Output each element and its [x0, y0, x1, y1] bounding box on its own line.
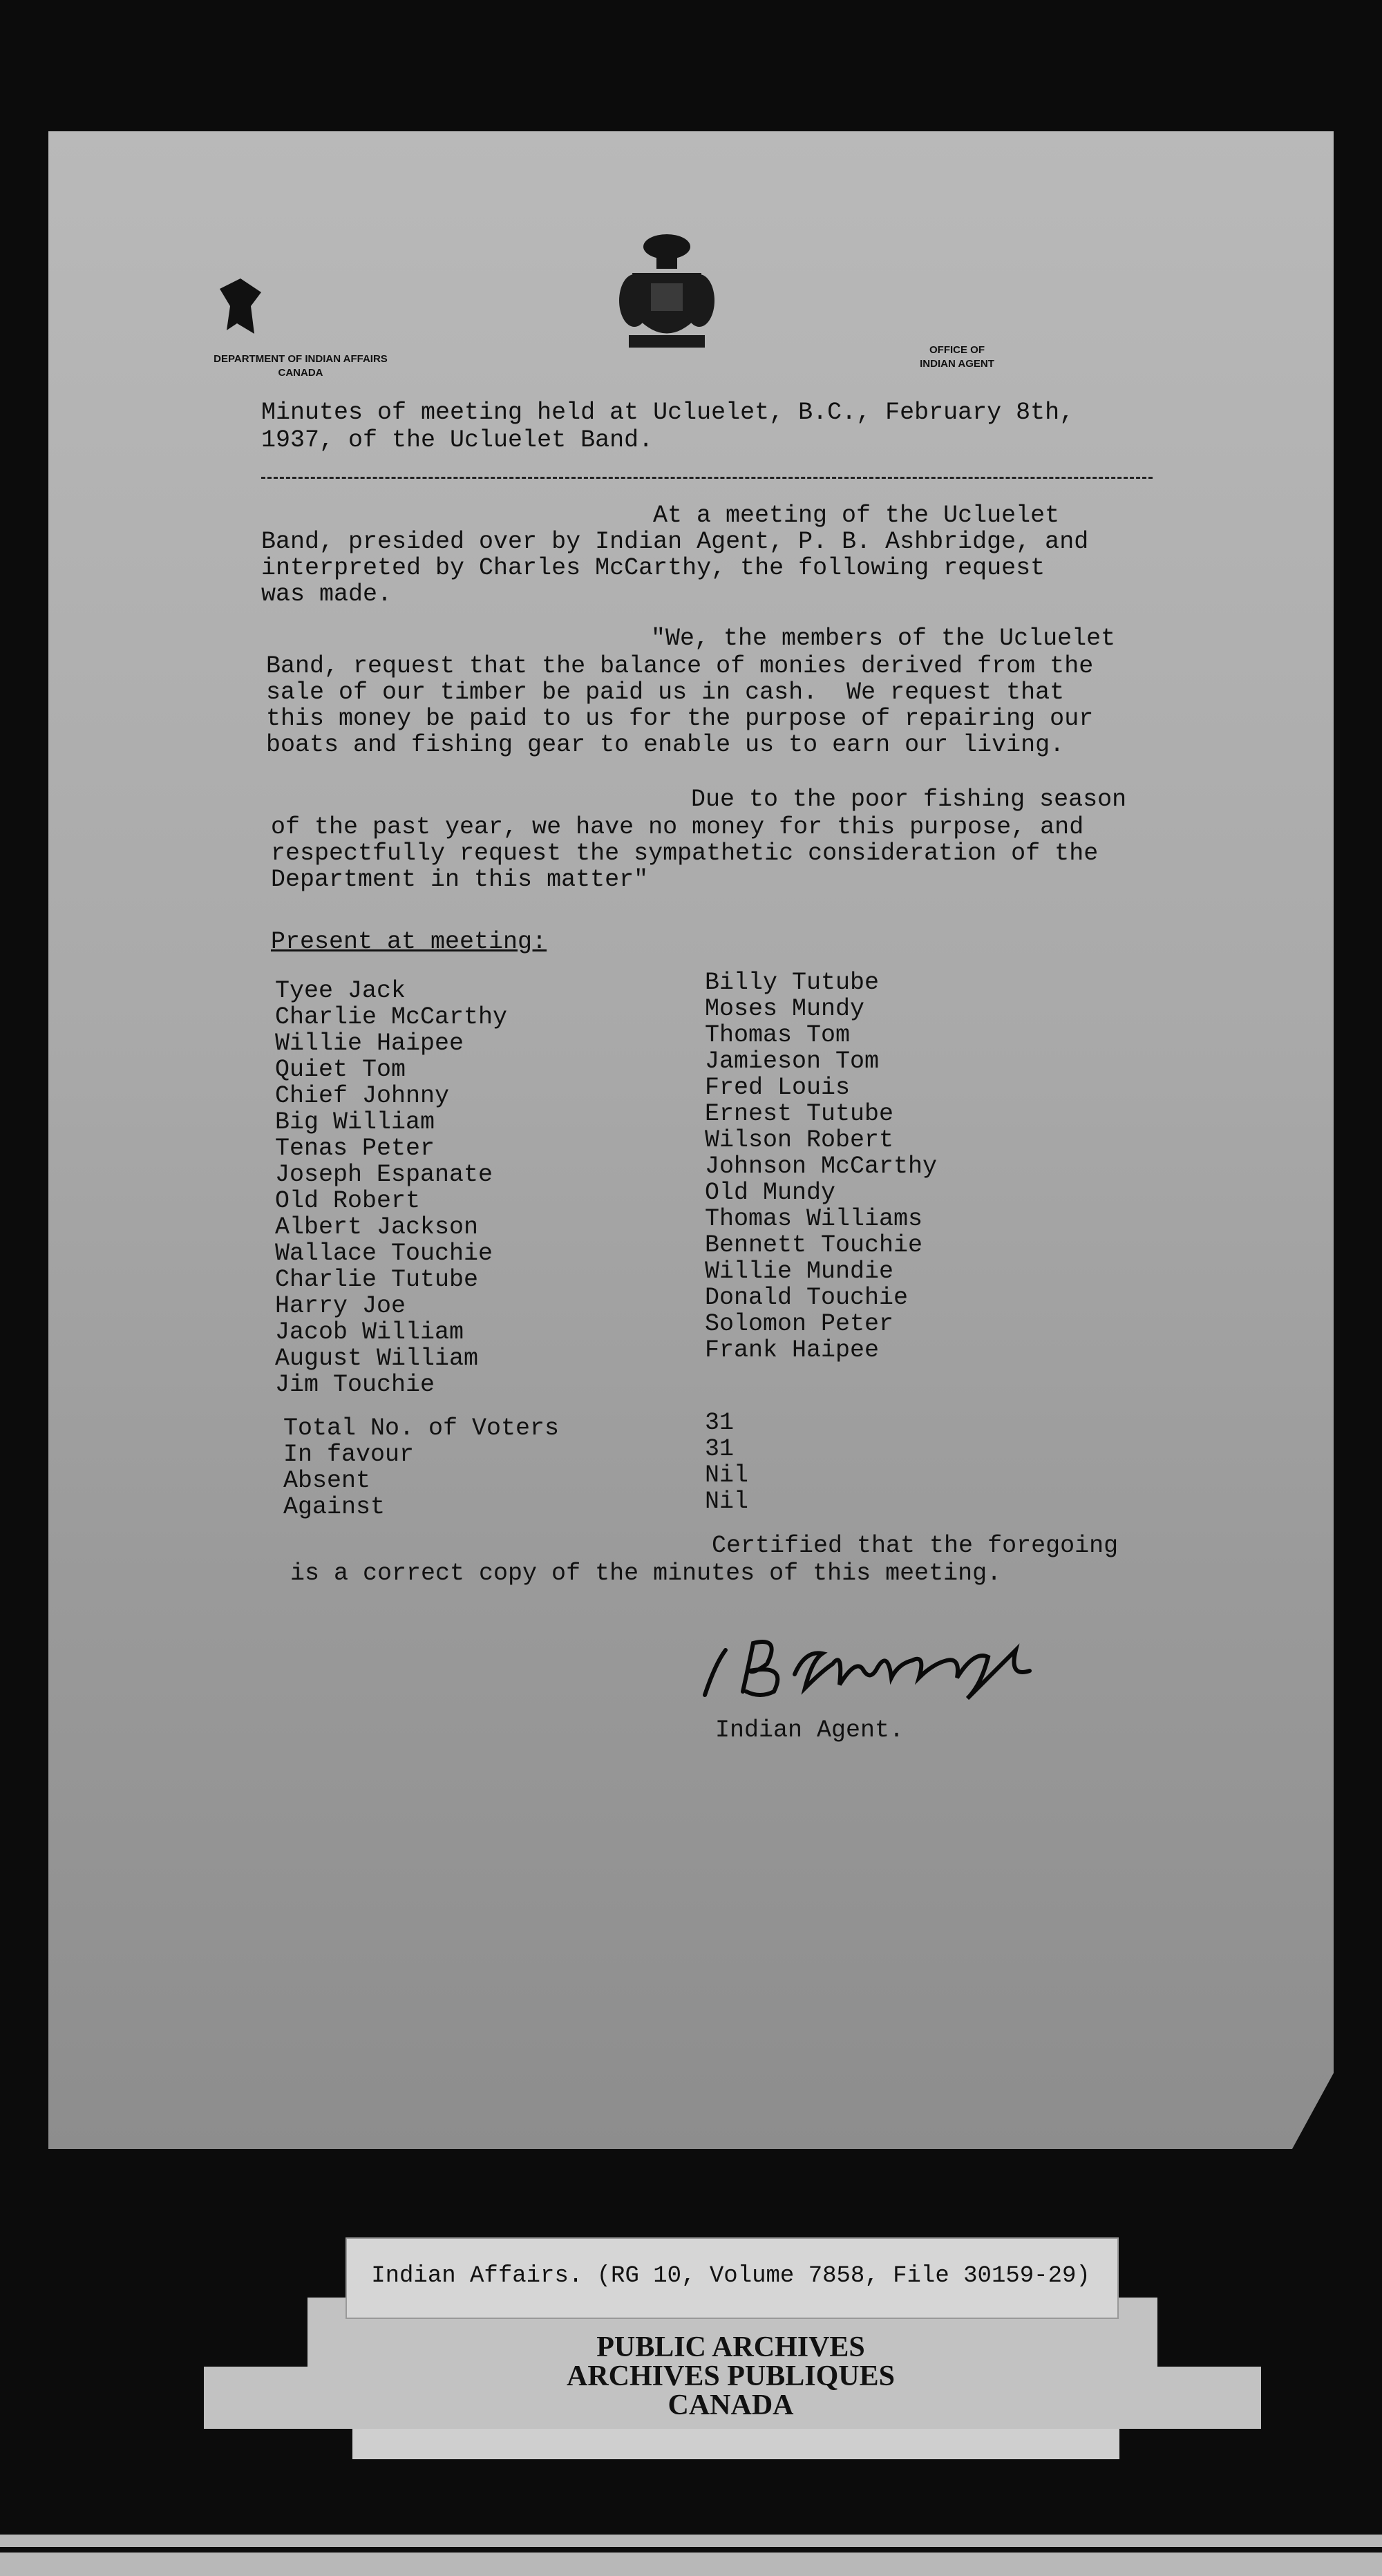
letterhead-office [884, 343, 1030, 371]
list-item: Tyee Jack [275, 977, 406, 1005]
paragraph2-line3: sale of our timber be paid us in cash. We request that [266, 679, 1065, 706]
vote-absent-label: Absent [283, 1467, 371, 1495]
vote-against-value: Nil [705, 1488, 749, 1515]
list-item: Old Mundy [705, 1179, 836, 1206]
list-item: Ernest Tutube [705, 1100, 894, 1128]
film-bottom-band [0, 2535, 1382, 2576]
list-item: Thomas Tom [705, 1021, 851, 1049]
list-item: Moses Mundy [705, 995, 865, 1023]
list-item: Albert Jackson [275, 1213, 479, 1241]
list-item: Wilson Robert [705, 1126, 894, 1154]
dashed-rule [261, 477, 1153, 479]
label-bottom-strip [352, 2429, 1119, 2459]
vote-against-label: Against [283, 1493, 386, 1521]
list-item: August William [275, 1345, 479, 1372]
folded-corner [1292, 2073, 1334, 2149]
small-emblem-icon [213, 275, 268, 337]
signature-icon [684, 1622, 1085, 1712]
vote-total-label: Total No. of Voters [283, 1414, 560, 1442]
paragraph2-line2: Band, request that the balance of monies derived from the [266, 652, 1094, 680]
minutes-title-line2: 1937, of the Ucluelet Band. [261, 426, 654, 454]
signer-title: Indian Agent. [715, 1716, 905, 1744]
list-item: Fred Louis [705, 1074, 851, 1101]
vote-absent-value: Nil [705, 1461, 749, 1489]
paragraph2-line5: boats and fishing gear to enable us to earn our living. [266, 731, 1065, 759]
vote-favour-label: In favour [283, 1441, 415, 1468]
list-item: Charlie McCarthy [275, 1003, 508, 1031]
archive-reference: Indian Affairs. (RG 10, Volume 7858, File 30159-29) [371, 2263, 1090, 2289]
film-stripe [0, 2547, 1382, 2553]
archive-name-line1: PUBLIC ARCHIVES [596, 2331, 865, 2363]
list-item: Joseph Espanate [275, 1161, 493, 1188]
list-item: Johnson McCarthy [705, 1153, 938, 1180]
present-list-left [275, 978, 507, 1398]
vote-favour-value: 31 [705, 1435, 735, 1463]
list-item: Charlie Tutube [275, 1266, 479, 1294]
list-item: Jacob William [275, 1318, 464, 1346]
paragraph1-line1: At a meeting of the Ucluelet [653, 502, 1060, 529]
certification-line1: Certified that the foregoing [712, 1532, 1119, 1560]
paragraph1-line4: was made. [261, 580, 392, 608]
list-item: Big William [275, 1108, 435, 1136]
vote-total-value: 31 [705, 1409, 735, 1437]
list-item: Jim Touchie [275, 1371, 435, 1399]
list-item: Harry Joe [275, 1292, 406, 1320]
list-item: Willie Mundie [705, 1258, 894, 1285]
letterhead-office-line1: OFFICE OF [929, 344, 985, 356]
paragraph1-line3: interpreted by Charles McCarthy, the following request [261, 554, 1045, 582]
list-item: Jamieson Tom [705, 1048, 880, 1075]
paragraph3-line4: Department in this matter" [271, 866, 649, 893]
paragraph2-line4: this money be paid to us for the purpose of repairing our [266, 705, 1094, 732]
label-notch-left [204, 2298, 307, 2367]
paragraph1-line2: Band, presided over by Indian Agent, P. B. Ashbridge, and [261, 528, 1089, 556]
list-item: Frank Haipee [705, 1336, 880, 1364]
paragraph3-line2: of the past year, we have no money for this purpose, and [271, 813, 1084, 841]
document-page [48, 131, 1334, 2149]
paragraph3-line1: Due to the poor fishing season [691, 786, 1127, 813]
list-item: Chief Johnny [275, 1082, 450, 1110]
archive-name-line3: CANADA [668, 2389, 794, 2421]
letterhead-office-line2: INDIAN AGENT [920, 358, 994, 370]
list-item: Quiet Tom [275, 1056, 406, 1083]
present-list-right [705, 969, 937, 1363]
paragraph3-line3: respectfully request the sympathetic consideration of the [271, 840, 1099, 867]
list-item: Wallace Touchie [275, 1240, 493, 1267]
letterhead-country: CANADA [278, 367, 323, 379]
list-item: Donald Touchie [705, 1284, 909, 1311]
coat-of-arms-icon [615, 231, 719, 356]
present-heading: Present at meeting: [271, 928, 547, 956]
paragraph2-line1: "We, the members of the Ucluelet [651, 625, 1116, 652]
list-item: Tenas Peter [275, 1135, 435, 1162]
list-item: Old Robert [275, 1187, 421, 1215]
letterhead-department [149, 352, 453, 380]
certification-line2: is a correct copy of the minutes of this meeting. [290, 1560, 1002, 1587]
minutes-title-line1: Minutes of meeting held at Ucluelet, B.C., February 8th, [261, 399, 1075, 426]
archive-name-line2: ARCHIVES PUBLIQUES [567, 2360, 895, 2392]
list-item: Thomas Williams [705, 1205, 923, 1233]
list-item: Bennett Touchie [705, 1231, 923, 1259]
label-notch-right [1157, 2298, 1261, 2367]
list-item: Solomon Peter [705, 1310, 894, 1338]
list-item: Willie Haipee [275, 1030, 464, 1057]
list-item: Billy Tutube [705, 969, 880, 996]
letterhead-department-name: DEPARTMENT OF INDIAN AFFAIRS [214, 353, 388, 365]
